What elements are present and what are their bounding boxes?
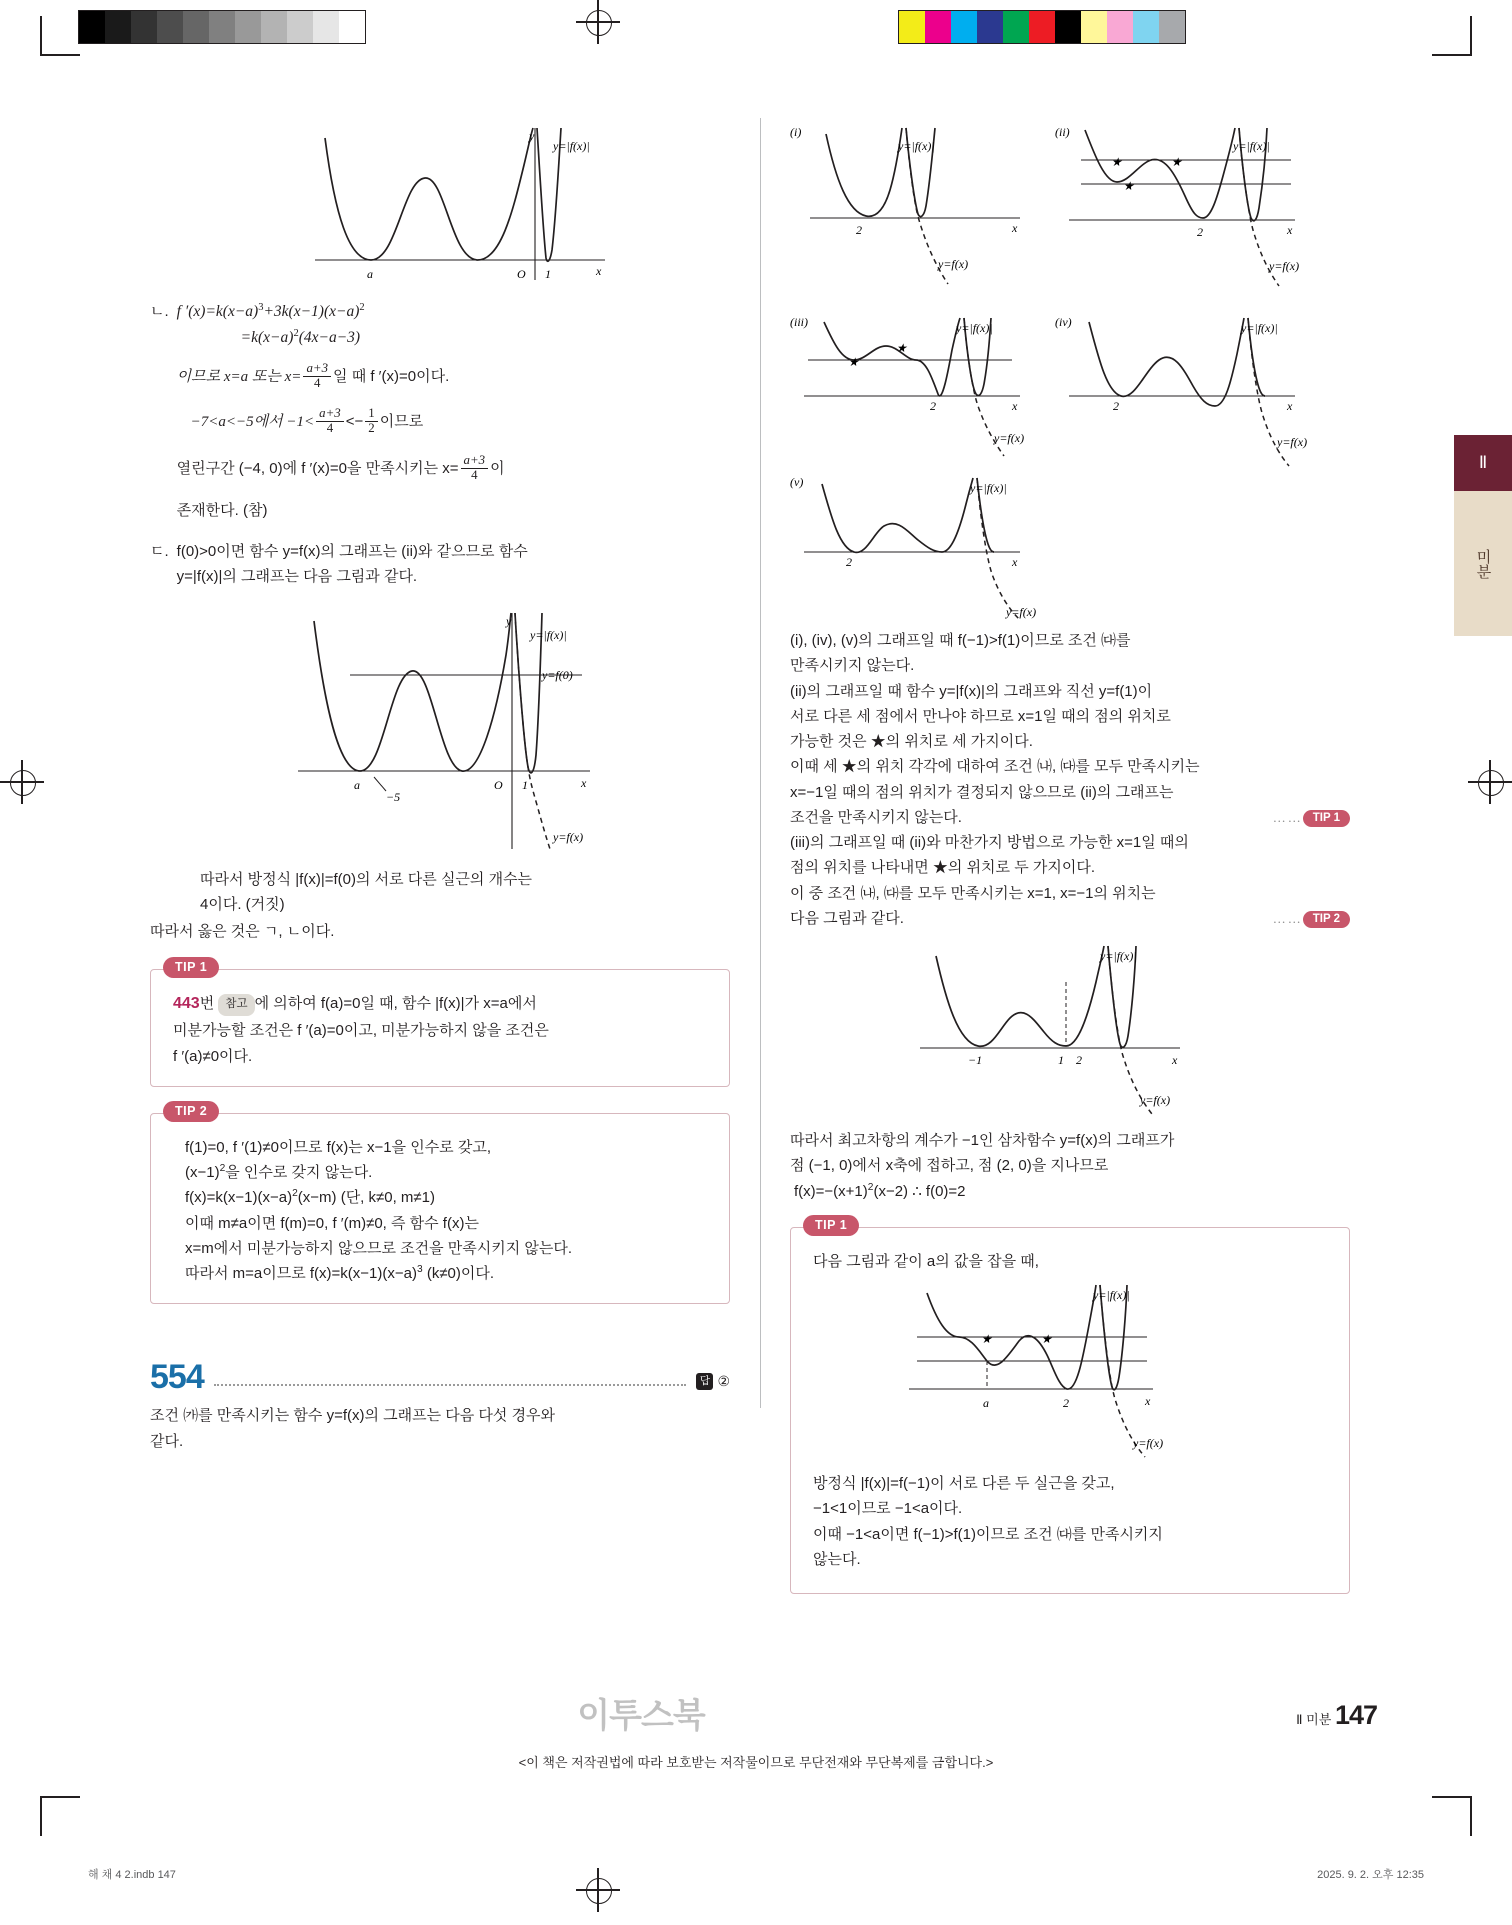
registration-mark-left bbox=[0, 760, 44, 804]
item-b-line6: 존재한다. (참) bbox=[176, 501, 268, 519]
right-para-l11: 이 중 조건 ㈏, ㈐를 모두 만족시키는 x=1, x=−1의 위치는 bbox=[790, 884, 1156, 902]
case-figure-i bbox=[790, 120, 1040, 310]
footer-chapter-label: Ⅱ 미분 bbox=[1296, 1712, 1332, 1727]
case-ii-label-f: y=f(x) bbox=[1269, 259, 1300, 273]
fig2-tick-m5: −5 bbox=[386, 789, 401, 804]
tip1-line2: 미분가능할 조건은 f ′(a)=0이고, 미분가능하지 않을 조건은 bbox=[173, 1022, 549, 1040]
statement-b-marker: ㄴ. bbox=[150, 303, 169, 320]
color-swatch bbox=[1107, 11, 1133, 43]
case-iv-label-abs: y=|f(x)| bbox=[1241, 321, 1278, 335]
fig2-label-abs: y=|f(x)| bbox=[530, 627, 567, 642]
tip2-line1: f(1)=0, f ′(1)≠0이므로 f(x)는 x−1을 인수로 갖고, bbox=[185, 1138, 491, 1156]
right-concl-l2: 점 (−1, 0)에서 x축에 접하고, 점 (2, 0)을 지나므로 bbox=[790, 1157, 1109, 1175]
item-b-line4-post: 이므로 bbox=[379, 413, 424, 431]
item-b-line2a: =k(x−a) bbox=[240, 329, 294, 347]
case-iv-label-f: y=f(x) bbox=[1277, 435, 1308, 449]
tip-1-flag: TIP 1 bbox=[163, 957, 219, 978]
registration-mark-top bbox=[576, 0, 620, 44]
gray-swatch bbox=[131, 11, 157, 43]
fig2-tick-1: 1 bbox=[522, 777, 528, 792]
left-concl-line3: 따라서 옳은 것은 ㄱ, ㄴ이다. bbox=[150, 923, 335, 941]
tip-right-1-line3: −1<1이므로 −1<a이다. bbox=[813, 1500, 963, 1518]
color-swatch bbox=[899, 11, 925, 43]
tip-2-flag: TIP 2 bbox=[163, 1101, 219, 1122]
fig2-axis-x: x bbox=[581, 775, 587, 790]
right-concl-l3-sup: 2 bbox=[867, 1181, 874, 1193]
tip2-line6-post: (k≠0)이다. bbox=[422, 1265, 495, 1283]
gray-swatch bbox=[105, 11, 131, 43]
color-swatch bbox=[1055, 11, 1081, 43]
gray-swatch bbox=[79, 11, 105, 43]
right-column bbox=[790, 120, 1350, 1594]
right-para-l3: (ii)의 그래프일 때 함수 y=|f(x)|의 그래프와 직선 y=f(1)이 bbox=[790, 682, 1153, 700]
tip-right-fig-axis-x: x bbox=[1145, 1394, 1151, 1408]
tip2-line3-pre: f(x)=k(x−1)(x−a) bbox=[185, 1189, 293, 1207]
color-swatch bbox=[1029, 11, 1055, 43]
case-i-roman: (i) bbox=[790, 125, 802, 139]
case-ii-label-abs: y=|f(x)| bbox=[1233, 139, 1270, 153]
item-b-line4-frac1-num: a+3 bbox=[319, 406, 341, 421]
item-b-line5-frac-den: 4 bbox=[461, 468, 489, 483]
star-marker: ★ bbox=[981, 1332, 992, 1346]
right-para-l5: 가능한 것은 ★의 위치로 세 가지이다. bbox=[790, 733, 1033, 750]
left-concl-line1: 따라서 방정식 |f(x)|=f(0)의 서로 다른 실근의 개수는 bbox=[200, 870, 533, 888]
figfinal-label-abs: y=|f(x)| bbox=[1100, 949, 1137, 963]
color-swatch bbox=[1133, 11, 1159, 43]
figure-abs-graph-with-f0 bbox=[290, 605, 630, 860]
case-v-label-abs: y=|f(x)| bbox=[970, 481, 1007, 495]
case-v-label-f: y=f(x) bbox=[1006, 605, 1037, 619]
statement-b bbox=[150, 300, 730, 524]
gray-swatch bbox=[313, 11, 339, 43]
problem-number: 554 bbox=[150, 1358, 204, 1397]
color-swatch bbox=[1081, 11, 1107, 43]
right-para-l9: (iii)의 그래프일 때 (ii)와 마찬가지 방법으로 가능한 x=1일 때의 bbox=[790, 834, 1189, 851]
fig2-label-f0: y=f(0) bbox=[542, 667, 573, 682]
registration-mark-bottom bbox=[576, 1868, 620, 1912]
case-ii-tick: 2 bbox=[1197, 225, 1203, 239]
fig1-origin: O bbox=[517, 267, 526, 281]
item-b-line4-frac2-num: 1 bbox=[368, 406, 375, 421]
figure-final-solution bbox=[910, 938, 1240, 1133]
tip-right-fig-tick-a: a bbox=[983, 1396, 989, 1410]
tip-2-inline-flag: TIP 2 bbox=[1303, 911, 1350, 928]
item-b-line2-sup: 2 bbox=[293, 328, 299, 340]
item-b-line5-frac-num: a+3 bbox=[463, 453, 486, 468]
problem-leader-dots bbox=[214, 1384, 687, 1386]
item-b-line1a: f ′(x)=k(x−a) bbox=[176, 303, 259, 321]
right-para-l7: x=−1일 때의 점의 위치가 결정되지 않으므로 (ii)의 그래프는 bbox=[790, 783, 1174, 801]
case-figure-v bbox=[790, 470, 1040, 640]
tip-right-1-flag: TIP 1 bbox=[803, 1215, 859, 1236]
tip2-line2-pre: (x−1) bbox=[185, 1164, 220, 1182]
tip2-line2-post: 을 인수로 갖지 않는다. bbox=[225, 1164, 373, 1182]
problem-header-554 bbox=[150, 1358, 730, 1397]
page-number: 147 bbox=[1334, 1700, 1377, 1730]
color-swatch bbox=[977, 11, 1003, 43]
right-explanation bbox=[790, 629, 1350, 932]
tip2-line3-post: (x−m) (단, k≠0, m≠1) bbox=[297, 1189, 435, 1207]
problem-line1: 조건 ㈎를 만족시키는 함수 y=f(x)의 그래프는 다음 다섯 경우와 bbox=[150, 1407, 556, 1425]
fig1-label-abs: y=|f(x)| bbox=[553, 139, 590, 153]
answer-badge-icon: 답 bbox=[696, 1373, 713, 1390]
figfinal-tick-1: 1 bbox=[1058, 1053, 1064, 1067]
item-b-line1b: +3k(x−1)(x−a) bbox=[263, 303, 360, 321]
figure-abs-graph-top bbox=[305, 120, 625, 290]
right-concl-l1: 따라서 최고차항의 계수가 −1인 삼차함수 y=f(x)의 그래프가 bbox=[790, 1132, 1175, 1149]
case-v-axis-x: x bbox=[1012, 555, 1018, 569]
copyright-notice: <이 책은 저작권법에 따라 보호받는 저작물이므로 무단전재와 무단복제를 금합니다.> bbox=[518, 1755, 994, 1770]
figfinal-tick-m1: −1 bbox=[968, 1053, 983, 1067]
case-figure-iv bbox=[1055, 310, 1315, 475]
star-marker: ★ bbox=[1123, 179, 1134, 193]
star-marker: ★ bbox=[848, 355, 859, 369]
item-b-line2b: (4x−a−3) bbox=[298, 329, 361, 347]
case-figure-iii bbox=[790, 310, 1040, 475]
star-marker: ★ bbox=[896, 341, 907, 355]
case-ii-roman: (ii) bbox=[1055, 125, 1070, 139]
case-v-tick: 2 bbox=[846, 555, 852, 569]
case-ii-axis-x: x bbox=[1287, 223, 1293, 237]
tip1-ref-number: 443 bbox=[173, 995, 200, 1013]
statement-c-marker: ㄷ. bbox=[150, 543, 169, 561]
tip1-leader: …… bbox=[1272, 810, 1303, 826]
case-v-roman: (v) bbox=[790, 475, 804, 489]
item-c-line2: y=|f(x)|의 그래프는 다음 그림과 같다. bbox=[176, 568, 418, 586]
right-concl-l3-post: (x−2) ∴ f(0)=2 bbox=[873, 1182, 966, 1200]
tip2-line6-sup: 3 bbox=[416, 1264, 423, 1276]
fig1-axis-x: x bbox=[596, 264, 602, 278]
tip1-note-chip: 참고 bbox=[218, 994, 254, 1016]
right-para-l1: (i), (iv), (v)의 그래프일 때 f(−1)>f(1)이므로 조건 ㈐를 bbox=[790, 632, 1131, 649]
side-tab-subject: 미분 bbox=[1454, 491, 1512, 636]
case-iv-tick: 2 bbox=[1113, 399, 1119, 413]
left-concl-line2: 4이다. (거짓) bbox=[200, 895, 285, 913]
star-marker: ★ bbox=[1041, 1332, 1052, 1346]
item-b-line4-pre: −7<a<−5에서 −1< bbox=[190, 414, 315, 431]
tip2-line3-sup: 2 bbox=[292, 1188, 298, 1200]
fig2-tick-a: a bbox=[354, 777, 360, 792]
case-i-axis-x: x bbox=[1012, 221, 1018, 235]
case-iv-roman: (iv) bbox=[1055, 315, 1072, 329]
color-swatch bbox=[925, 11, 951, 43]
item-b-line5-post: 이 bbox=[490, 460, 505, 478]
case-i-tick: 2 bbox=[856, 223, 862, 237]
gray-swatch bbox=[183, 11, 209, 43]
tip2-leader: …… bbox=[1272, 911, 1303, 927]
right-para-l2: 만족시키지 않는다. bbox=[790, 657, 915, 675]
grayscale-calibration-bar bbox=[78, 10, 366, 44]
tip-right-1-line4: 이때 −1<a이면 f(−1)>f(1)이므로 조건 ㈐를 만족시키지 bbox=[813, 1525, 1163, 1543]
fig2-axis-y: y bbox=[506, 613, 512, 628]
case-i-label-abs: y=|f(x)| bbox=[898, 139, 935, 153]
indd-filename: 해 채 4 2.indb 147 bbox=[88, 1869, 176, 1881]
fig1-tick-1: 1 bbox=[545, 267, 551, 281]
problem-answer bbox=[696, 1373, 730, 1390]
item-b-line1a-sup: 3 bbox=[258, 302, 264, 313]
item-b-line4-frac2-den: 2 bbox=[365, 421, 377, 436]
tip-right-fig-label-abs: y=|f(x)| bbox=[1093, 1288, 1130, 1302]
case-iii-axis-x: x bbox=[1012, 399, 1018, 413]
color-swatch bbox=[1159, 11, 1185, 43]
tip1-ref-suffix: 번 bbox=[199, 995, 215, 1013]
right-para-l8: 조건을 만족시키지 않는다. bbox=[790, 808, 962, 826]
registration-mark-right bbox=[1468, 760, 1512, 804]
case-iii-label-abs: y=|f(x)| bbox=[956, 321, 993, 335]
item-b-frac-num: a+3 bbox=[306, 361, 329, 376]
tip-right-1-line2: 방정식 |f(x)|=f(−1)이 서로 다른 두 실근을 갖고, bbox=[813, 1475, 1115, 1492]
color-swatch bbox=[951, 11, 977, 43]
publisher-logo bbox=[556, 1688, 726, 1737]
gray-swatch bbox=[157, 11, 183, 43]
item-b-line5-pre: 열린구간 (−4, 0)에 f ′(x)=0을 만족시키는 x= bbox=[176, 460, 459, 478]
left-column bbox=[150, 120, 730, 1455]
case-iii-tick: 2 bbox=[930, 399, 936, 413]
color-swatch bbox=[1003, 11, 1029, 43]
gray-swatch bbox=[261, 11, 287, 43]
page-footer bbox=[1296, 1700, 1377, 1731]
right-para-l4: 서로 다른 세 점에서 만나야 하므로 x=1일 때의 점의 위치로 bbox=[790, 707, 1171, 725]
star-marker: ★ bbox=[1171, 155, 1182, 169]
item-b-frac-den: 4 bbox=[303, 376, 331, 391]
tip-1-inline-flag: TIP 1 bbox=[1303, 810, 1350, 827]
item-b-line3-post: 일 때 f ′(x)=0이다. bbox=[333, 368, 450, 386]
tip1-line3: f ′(a)≠0이다. bbox=[173, 1047, 253, 1065]
case-iii-label-f: y=f(x) bbox=[994, 431, 1025, 445]
fig1-tick-a: a bbox=[367, 267, 373, 281]
tip-box-1 bbox=[150, 960, 730, 1086]
tip2-line2-sup: 2 bbox=[219, 1163, 226, 1175]
answer-value: ② bbox=[717, 1373, 730, 1390]
tip1-line1: 에 의하여 f(a)=0일 때, 함수 |f(x)|가 x=a에서 bbox=[254, 995, 537, 1013]
item-b-line4-frac1-den: 4 bbox=[316, 421, 344, 436]
case-figure-ii bbox=[1055, 120, 1315, 310]
right-concl-l3-pre: f(x)=−(x+1) bbox=[794, 1182, 868, 1200]
tip-box-2 bbox=[150, 1103, 730, 1305]
tip2-line4: 이때 m≠a이면 f(m)=0, f ′(m)≠0, 즉 함수 f(x)는 bbox=[185, 1214, 479, 1232]
gray-swatch bbox=[287, 11, 313, 43]
case-iii-roman: (iii) bbox=[790, 315, 808, 329]
right-para-l10: 점의 위치를 나타내면 ★의 위치로 두 가지이다. bbox=[790, 859, 1095, 877]
tip2-line6-pre: 따라서 m=a이므로 f(x)=k(x−1)(x−a) bbox=[185, 1265, 417, 1283]
figfinal-tick-2: 2 bbox=[1076, 1053, 1082, 1067]
case-iv-axis-x: x bbox=[1287, 399, 1293, 413]
fig1-axis-y: y bbox=[529, 129, 535, 143]
fig2-label-f: y=f(x) bbox=[553, 829, 584, 844]
gray-swatch bbox=[339, 11, 365, 43]
item-b-line3-pre: 이므로 x=a 또는 x= bbox=[176, 369, 302, 386]
figfinal-label-f: y=f(x) bbox=[1140, 1093, 1171, 1107]
tip2-line5: x=m에서 미분가능하지 않으므로 조건을 만족시키지 않는다. bbox=[185, 1239, 573, 1257]
item-b-line1b-sup: 2 bbox=[359, 302, 365, 313]
color-calibration-bar bbox=[898, 10, 1186, 44]
statement-c bbox=[150, 540, 730, 591]
star-marker: ★ bbox=[1111, 155, 1122, 169]
figure-tip-right-1 bbox=[903, 1277, 1203, 1472]
publisher-logo-text: 이투스북 bbox=[577, 1697, 705, 1735]
item-b-line4-mid: <− bbox=[345, 413, 364, 431]
right-conclusion bbox=[790, 1129, 1350, 1203]
gray-swatch bbox=[235, 11, 261, 43]
figfinal-axis-x: x bbox=[1172, 1053, 1178, 1067]
item-c-line1: f(0)>0이면 함수 y=f(x)의 그래프는 (ii)와 같으므로 함수 bbox=[176, 543, 528, 561]
problem-line2: 같다. bbox=[150, 1432, 184, 1450]
tip-right-fig-label-f: y=f(x) bbox=[1133, 1436, 1164, 1450]
right-para-l6: 이때 세 ★의 위치 각각에 대하여 조건 ㈏, ㈐를 모두 만족시키는 bbox=[790, 758, 1200, 776]
side-tab-chapter: Ⅱ bbox=[1454, 435, 1512, 491]
tip-right-1-line5: 않는다. bbox=[813, 1550, 861, 1568]
case-i-label-f: y=f(x) bbox=[938, 257, 969, 271]
column-divider bbox=[760, 118, 761, 1408]
gray-swatch bbox=[209, 11, 235, 43]
tip-box-right-1 bbox=[790, 1217, 1350, 1594]
print-timestamp: 2025. 9. 2. 오후 12:35 bbox=[1317, 1869, 1424, 1881]
right-para-l12: 다음 그림과 같다. bbox=[790, 909, 904, 927]
fig2-origin: O bbox=[494, 777, 503, 792]
side-chapter-tab bbox=[1454, 435, 1512, 636]
tip-right-1-line1: 다음 그림과 같이 a의 값을 잡을 때, bbox=[813, 1252, 1039, 1270]
tip-right-fig-tick-2: 2 bbox=[1063, 1396, 1069, 1410]
